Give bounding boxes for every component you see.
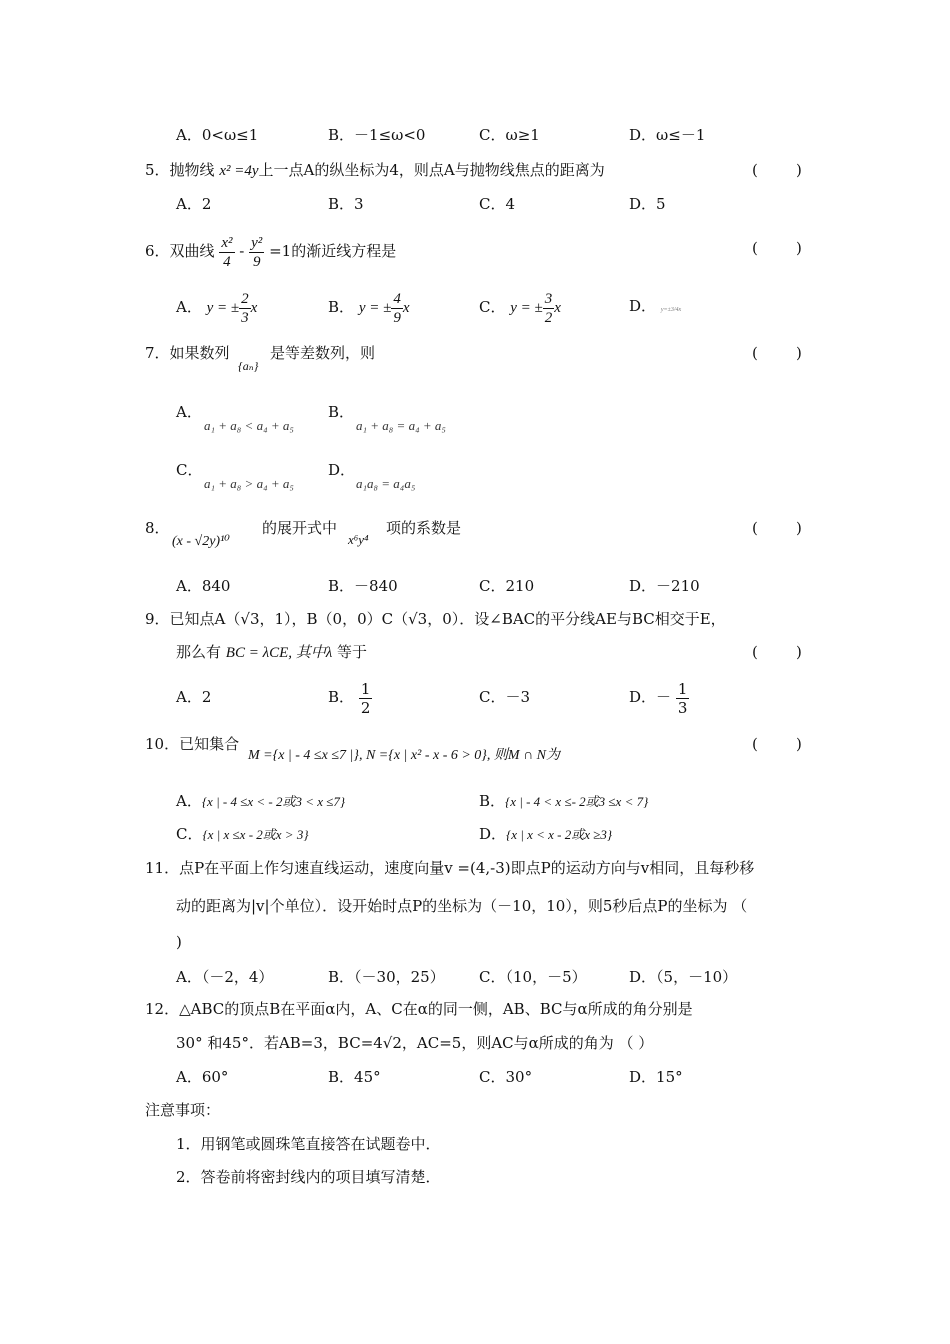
q5-text-b: 上一点A的纵坐标为4，则点A与抛物线焦点的距离为 [258, 161, 605, 179]
q4-option-b: B．－1≤ω<0 [328, 126, 426, 144]
q6-frac-x: $\frac{\text{x²}}{4}$ [221, 234, 233, 270]
q5-option-d: D．5 [629, 195, 666, 213]
q6-eq: =1 [269, 242, 292, 260]
q7-text-a: 如果数列 [169, 344, 230, 362]
notes-item-2: 2．答卷前将密封线内的项目填写清楚． [176, 1168, 441, 1186]
q7-text-b: 是等差数列，则 [270, 344, 376, 362]
q6-number: 6． [145, 242, 170, 260]
q7-option-c: a₁ + a₈ > a₄ + a₅ [204, 476, 294, 491]
q8-option-b: B．－840 [328, 577, 398, 595]
q6-option-d: D． y=±3/4x [629, 297, 682, 315]
q11-option-b: B．（－30，25） [328, 968, 445, 986]
notes-heading: 注意事项： [145, 1101, 221, 1119]
q7-number: 7． [145, 344, 170, 362]
q7-answer-paren: ( ) [752, 344, 802, 362]
q12-option-b: B．45° [328, 1068, 381, 1086]
q6-answer-paren: ( ) [752, 239, 802, 257]
q4-option-c: C．ω≥1 [479, 126, 540, 144]
q12-option-c: C．30° [479, 1068, 533, 1086]
q6-text-a: 双曲线 [169, 242, 215, 260]
q11-number: 11． [145, 859, 180, 877]
q7-option-d-label: D． [328, 461, 356, 479]
q4-option-a: A．0<ω≤1 [176, 126, 259, 144]
q10-option-d: D．{x | x < x - 2或x ≥3} [479, 825, 613, 843]
q8-expression: (x - √2y)¹⁰ [172, 534, 230, 549]
q6-option-b: B． y = ± $\frac{4}{9}$ x [328, 290, 410, 326]
q8-answer-paren: ( ) [752, 519, 802, 537]
q9-line2-expr: BC = λCE, 其中λ [225, 645, 333, 661]
q12-line1: △ABC的顶点B在平面α内，A、C在α的同一侧，AB、BC与α所成的角分别是 [179, 1000, 693, 1018]
q4-option-d: D．ω≤－1 [629, 126, 706, 144]
q12-option-d: D．15° [629, 1068, 683, 1086]
notes-item-1: 1．用钢笔或圆珠笔直接答在试题卷中． [176, 1135, 441, 1153]
q8-option-a: A．840 [176, 577, 231, 595]
q7-option-b-label: B． [328, 403, 355, 421]
q5-expression: x² =4y [219, 163, 259, 179]
q12-number: 12． [145, 1000, 180, 1018]
q12-line2: 30° 和45°．若AB=3，BC=4√2，AC=5，则AC与α所成的角为 （ ） [176, 1034, 654, 1052]
q9-option-a: A．2 [176, 688, 212, 706]
q11-option-d: D．（5，－10） [629, 968, 738, 986]
q10-expression: M ={x | - 4 ≤x ≤7 |}, N ={x | x² - x - 6 > 0}, 则M ∩ N为 [248, 748, 561, 763]
q10-option-c: C．{x | x ≤x - 2或x > 3} [176, 825, 309, 843]
q10-answer-paren: ( ) [752, 735, 802, 753]
q9-line2-b: 等于 [337, 643, 368, 661]
q9-line1: 已知点A（√3，1），B（0，0）C（√3，0）．设∠BAC的平分线AE与BC相交于E， [169, 610, 726, 628]
q5-text-a: 抛物线 [169, 161, 215, 179]
q8-option-c: C．210 [479, 577, 535, 595]
q11-option-c: C．（10，－5） [479, 968, 587, 986]
q10-text-a: 已知集合 [179, 735, 240, 753]
q7-sequence: {aₙ} [238, 359, 259, 373]
q6-option-c: C． y = ± $\frac{3}{2}$ x [479, 290, 561, 326]
q7-option-a: a₁ + a₈ < a₄ + a₅ [204, 418, 294, 433]
q8-term: x⁶y⁴ [348, 532, 369, 547]
q8-number: 8． [145, 519, 170, 537]
q11-option-a: A．（－2，4） [176, 968, 274, 986]
q5-option-c: C．4 [479, 195, 516, 213]
q10-option-b: B．{x | - 4 < x ≤- 2或3 ≤x < 7} [479, 792, 649, 810]
q11-line2: 动的距离为|v|个单位）．设开始时点P的坐标为（－10，10），则5秒后点P的坐标为 （ [176, 897, 748, 915]
q11-line3: ) [176, 933, 182, 951]
q8-text-a: 的展开式中 [262, 519, 338, 537]
q8-text-b: 项的系数是 [386, 519, 462, 537]
q9-option-d: D．－ $\frac{1}{3}$ [629, 679, 688, 717]
q6-option-a: A． y = ± $\frac{2}{3}$ x [176, 290, 258, 326]
q9-answer-paren: ( ) [752, 643, 802, 661]
q9-option-c: C．－3 [479, 688, 531, 706]
q6-frac-y: $\frac{\text{y²}}{9}$ [251, 234, 263, 270]
q6-text-b: 的渐近线方程是 [291, 242, 397, 260]
q7-option-a-label: A． [176, 403, 202, 421]
q9-line2-a: 那么有 [176, 643, 222, 661]
q6-minus: - [239, 242, 245, 260]
q8-option-d: D．－210 [629, 577, 700, 595]
q9-number: 9． [145, 610, 170, 628]
q10-option-a: A．{x | - 4 ≤x < - 2或3 < x ≤7} [176, 792, 346, 810]
q7-option-c-label: C． [176, 461, 203, 479]
q5-number: 5． [145, 161, 170, 179]
q7-option-b: a₁ + a₈ = a₄ + a₅ [356, 418, 446, 433]
q5-answer-paren: ( ) [752, 161, 802, 179]
q12-option-a: A．60° [176, 1068, 229, 1086]
q5-option-a: A．2 [176, 195, 212, 213]
q10-number: 10． [145, 735, 180, 753]
q11-line1: 点P在平面上作匀速直线运动，速度向量v =(4,-3)即点P的运动方向与v相同，且每秒移 [179, 859, 755, 877]
q5-option-b: B．3 [328, 195, 364, 213]
q7-option-d: a₁a₈ = a₄a₅ [356, 476, 416, 491]
q9-option-b: B． $\frac{1}{2}$ [328, 679, 371, 717]
